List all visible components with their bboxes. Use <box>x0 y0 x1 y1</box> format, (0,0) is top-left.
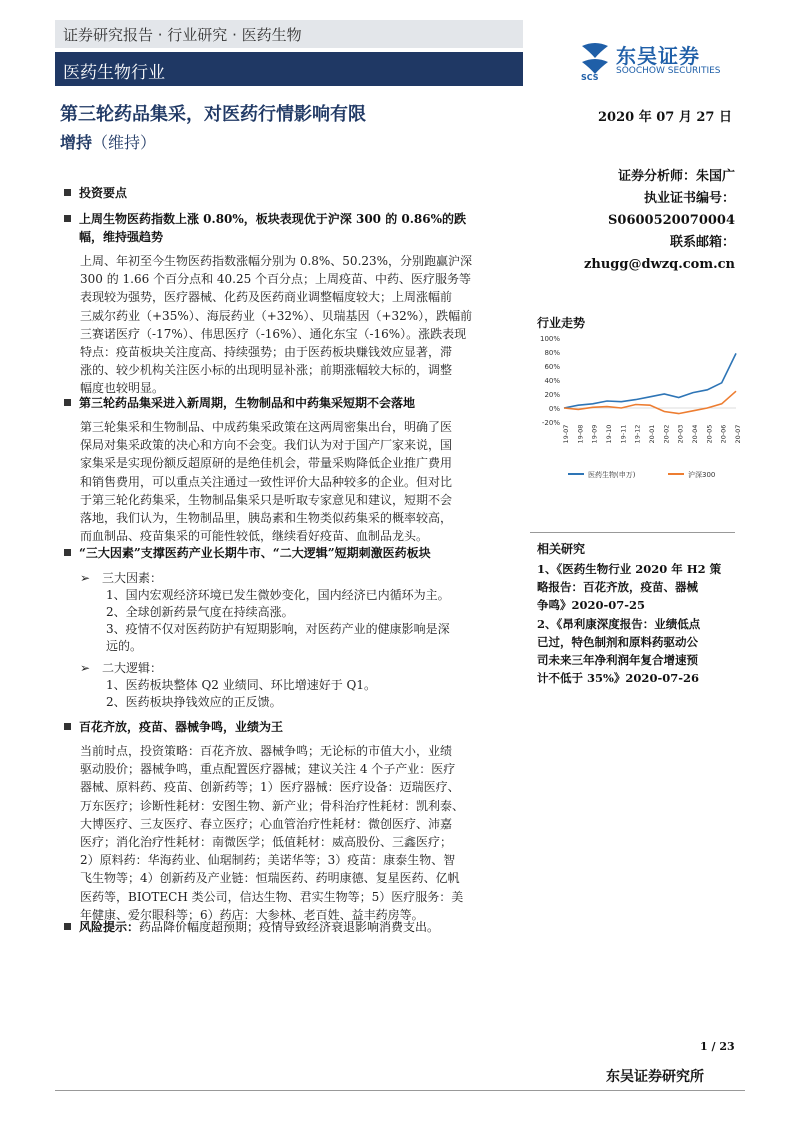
series-line <box>564 391 736 413</box>
x-tick-label: 19-10 <box>605 424 613 444</box>
related-item[interactable]: 1、《医药生物行业 2020 年 H2 策 <box>537 562 722 576</box>
y-tick-label: -20% <box>541 419 560 427</box>
arrow-bullet-icon: ➢ <box>80 571 91 585</box>
header-industry: 医药生物行业 <box>63 63 165 83</box>
x-tick-label: 19-07 <box>562 424 570 444</box>
x-tick-label: 20-05 <box>705 424 714 444</box>
related-item[interactable]: 略报告：百花齐放，疫苗、器械 <box>537 580 698 595</box>
header-breadcrumb: 证券研究报告 · 行业研究 · 医药生物 <box>63 26 302 44</box>
bullet-square-icon <box>64 399 71 406</box>
x-tick-label: 20-03 <box>676 424 685 444</box>
section-heading-procurement: 第三轮药品集采进入新周期，生物制品和中药集采短期不会落地 <box>64 394 415 411</box>
analyst-name: 证券分析师：朱国广 <box>617 169 735 184</box>
logo-mark-text: SCS <box>581 73 599 80</box>
y-tick-label: 0% <box>548 405 560 413</box>
y-tick-label: 100% <box>539 335 560 343</box>
related-item[interactable]: 已过，特色制剂和原料药驱动公 <box>537 634 698 649</box>
analyst-cert-label: 执业证书编号： <box>643 191 735 206</box>
paragraph-procurement: 第三轮集采和生物制品、中成药集采政策在这两周密集出台，明确了医 保局对集采政策的决心和方向不会变。我们认为对于国产厂家来说，国 家集采是实现份额反超原研的是绝佳机会，带量采购降低企业推广费用 和销售费用，可以重点关注通过一致性评价大品种较多的企业。但对比 于第三轮化药集采，生物制品集采只是听取专家意见和建议，短期不会 落地，我们认为，生物制品里，胰岛素和生物类似药集采的概率较高， 而血制品、疫苗集采的可能性较低，继续看好疫苗、血制品龙头。 <box>80 420 453 544</box>
y-tick-label: 80% <box>544 349 560 357</box>
report-date: 2020 年 07 月 27 日 <box>598 110 732 125</box>
three-factors: ➢ 三大因素： 1、国内宏观经济环境已发生微妙变化，国内经济已内循环为主。 2、全球创新药景气度在持续高涨。 3、疫情不仅对医药防护有短期影响，对医药产业的健康影响是深 远的。 <box>80 571 450 653</box>
y-tick-label: 60% <box>544 363 560 371</box>
section-heading-weekly: 上周生物医药指数上涨 0.80%，板块表现优于沪深 300 的 0.86%的跌 幅，维持强趋势 <box>64 210 514 246</box>
divider <box>530 532 735 533</box>
x-tick-label: 20-07 <box>734 424 742 444</box>
footer-firm: 东吴证券研究所 <box>606 1069 704 1085</box>
legend-label: 沪深300 <box>688 471 716 479</box>
analyst-email[interactable]: zhugg@dwzq.com.cn <box>584 257 735 272</box>
x-tick-label: 19-12 <box>633 424 642 444</box>
section-heading-factors: “三大因素”支撑医药产业长期牛市、“二大逻辑”短期刺激医药板块 <box>64 544 431 561</box>
section-heading-key-points: 投资要点 <box>64 184 127 201</box>
x-tick-label: 20-02 <box>662 424 671 444</box>
paragraph-strategy: 当前时点，投资策略：百花齐放、器械争鸣；无论标的市值大小，业绩 驱动股价；器械争鸣，重点配置医疗器械；建议关注 4 个子产业：医疗 器械、原料药、疫苗、创新药等；1）医疗器械：医疗设备：迈瑞医疗、 万东医疗；诊断性耗材：安图生物、新产业；骨科治疗性耗材：凯利泰、 大博医疗、三友医疗、春立医疗；心血管治疗性耗材：微创医疗、沛嘉 医疗；消化治疗性耗材：南微医学；低值耗材：威高股份、三鑫医疗； 2）原料药：华海药业、仙琚制药；美诺华等；3）疫苗：康泰生物、智 飞生物等；4）创新药及产业链：恒瑞医药、药明康德、复星医药、亿帆 医药等，BIOTECH 类公司，信达生物、君实生物等；5）医疗服务：美 年健康、爱尔眼科等；6）药店：大参林、老百姓、益丰药房等。 <box>80 744 465 922</box>
trend-title: 行业走势 <box>537 316 586 330</box>
related-item[interactable]: 争鸣》2020-07-25 <box>537 598 646 613</box>
related-title: 相关研究 <box>537 542 586 556</box>
x-tick-label: 19-09 <box>590 424 599 444</box>
trend-chart <box>534 330 744 490</box>
y-tick-label: 20% <box>544 391 560 399</box>
footer-divider <box>55 1090 745 1091</box>
bullet-square-icon <box>64 923 71 930</box>
company-logo <box>578 40 748 84</box>
series-line <box>564 353 736 408</box>
analyst-email-label: 联系邮箱： <box>669 235 735 250</box>
bullet-square-icon <box>64 215 71 222</box>
analyst-cert-number: S0600520070004 <box>608 213 735 228</box>
rating-note: （维持） <box>92 133 157 152</box>
header-industry-bar <box>55 52 523 86</box>
related-item[interactable]: 司未来三年净利润年复合增速预 <box>537 653 698 668</box>
logo-mark-icon <box>578 40 612 80</box>
related-item[interactable]: 2、《昂利康深度报告：业绩低点 <box>537 616 701 631</box>
page-number: 1 / 23 <box>700 1040 735 1053</box>
header-breadcrumb-bar <box>55 20 523 48</box>
bullet-square-icon <box>64 549 71 556</box>
logo-text-en: SOOCHOW SECURITIES <box>616 66 721 76</box>
bullet-square-icon <box>64 189 71 196</box>
section-heading-strategy: 百花齐放，疫苗、器械争鸣，业绩为王 <box>64 718 283 735</box>
analyst-info <box>520 166 735 276</box>
related-research-list <box>537 560 742 687</box>
x-tick-label: 20-01 <box>648 424 656 444</box>
x-tick-label: 19-08 <box>576 424 585 444</box>
report-title: 第三轮药品集采，对医药行情影响有限 <box>60 104 366 125</box>
two-logics: ➢ 二大逻辑： 1、医药板块整体 Q2 业绩同、环比增速好于 Q1。 2、医药板块挣钱效应的正反馈。 <box>80 661 377 709</box>
paragraph-weekly: 上周、年初至今生物医药指数涨幅分别为 0.8%、50.23%，分别跑赢沪深 300 的 1.66 个百分点和 40.25 个百分点；上周疫苗、中药、医疗服务等 表现较为强势，医疗器械、化药及医药商业调整幅度较大；上周涨幅前 三威尔药业（+35%）、海辰药业（+32%）、贝瑞基因（+32%），跌幅前 三赛诺医疗（-17%）、伟思医疗（-16%）、通化东宝（-16%）。涨跌表现 特点：疫苗板块关注度高、持续强势；由于医药板块赚钱效应显著，滞 涨的、较少机构关注医小标的出现明显补涨；前期涨幅较大标的，调整 幅度也较明显。 <box>80 254 473 396</box>
y-tick-label: 40% <box>544 377 560 385</box>
rating-main: 增持 <box>60 133 93 152</box>
x-tick-label: 19-11 <box>619 424 628 444</box>
risk-warning: 风险提示：药品降价幅度超预期；疫情导致经济衰退影响消费支出。 <box>64 918 439 935</box>
related-item[interactable]: 计不低于 35%》2020-07-26 <box>537 671 699 686</box>
x-tick-label: 20-06 <box>719 424 728 444</box>
x-tick-label: 20-04 <box>691 424 699 444</box>
logo-text-cn: 东吴证券 <box>616 44 700 68</box>
legend-label: 医药生物(申万) <box>588 471 636 479</box>
arrow-bullet-icon: ➢ <box>80 661 91 675</box>
rating <box>60 130 156 153</box>
bullet-square-icon <box>64 723 71 730</box>
